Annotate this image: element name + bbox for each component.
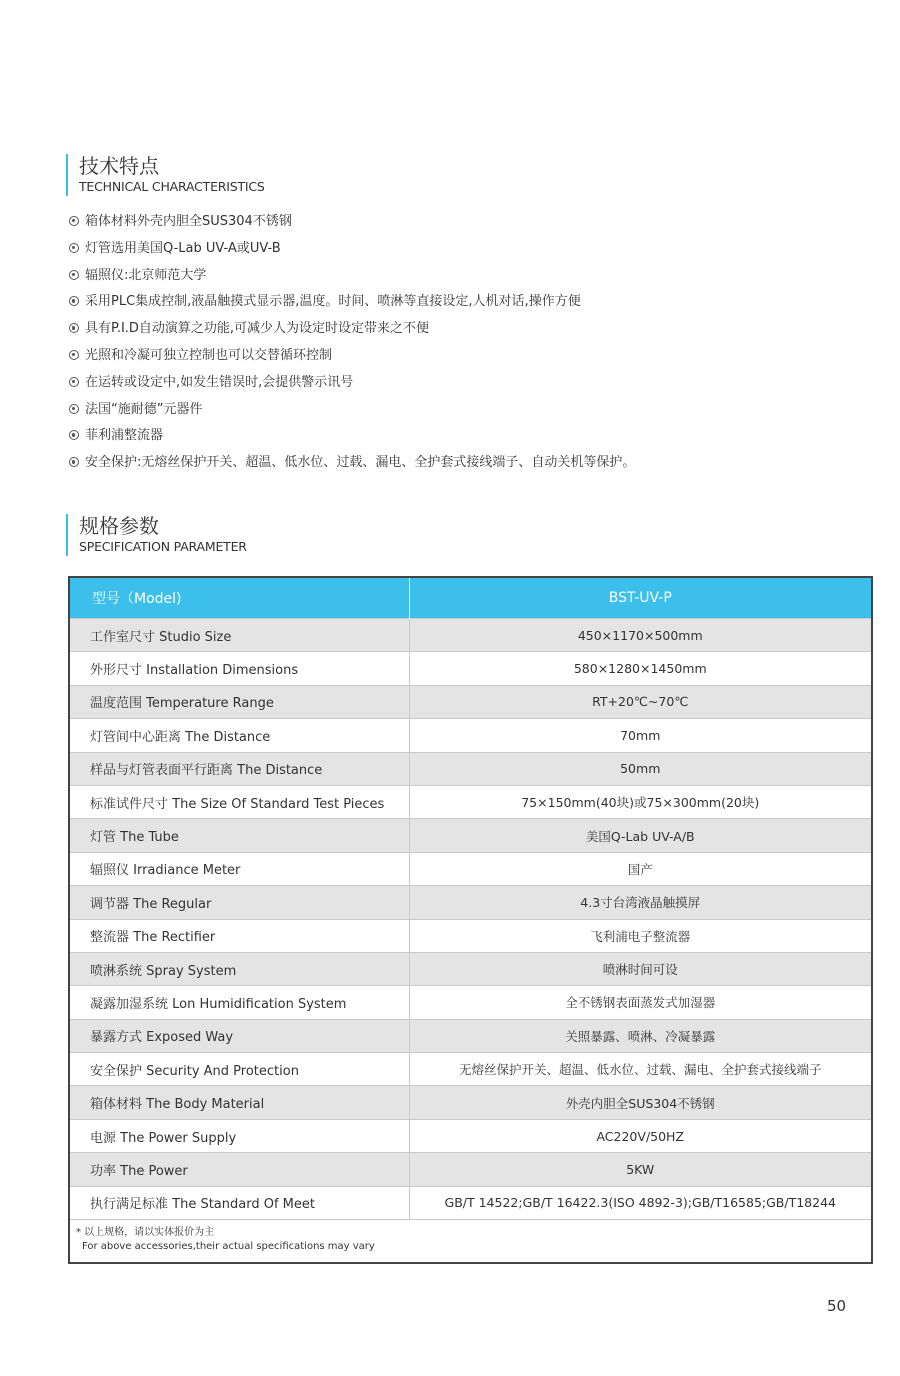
spec-row (70, 1186, 871, 1219)
footnote-zh: * 以上规格，请以实体报价为主 (76, 1227, 215, 1239)
feature-text: 灯管选用美国Q-Lab UV-A或UV-B (85, 240, 281, 256)
feature-item (69, 239, 635, 266)
spec-label: 执行满足标准 The Standard Of Meet (70, 1186, 409, 1219)
circle-bullet-icon (69, 270, 79, 280)
spec-label: 凝露加湿系统 Lon Humidification System (70, 986, 409, 1019)
spec-label: 灯管 The Tube (70, 819, 409, 852)
footnote-en: For above accessories,their actual specifications may vary (82, 1241, 375, 1253)
spec-row (70, 719, 871, 752)
spec-value: 美国Q-Lab UV-A/B (409, 819, 871, 852)
spec-label: 整流器 The Rectifier (70, 919, 409, 952)
circle-bullet-icon (69, 243, 79, 253)
feature-text: 菲利浦整流器 (85, 428, 164, 444)
spec-label: 标准试件尺寸 The Size Of Standard Test Pieces (70, 785, 409, 818)
circle-bullet-icon (69, 216, 79, 226)
spec-label: 样品与灯管表面平行距离 The Distance (70, 752, 409, 785)
spec-row (70, 819, 871, 852)
feature-item (69, 292, 635, 319)
spec-value: 5KW (409, 1153, 871, 1186)
spec-label: 喷淋系统 Spray System (70, 952, 409, 985)
circle-bullet-icon (69, 457, 79, 467)
spec-row (70, 1153, 871, 1186)
section-heading-technical (66, 154, 265, 196)
spec-row (70, 1053, 871, 1086)
spec-table (68, 576, 873, 1264)
spec-row (70, 685, 871, 718)
feature-list (69, 212, 635, 480)
spec-row (70, 886, 871, 919)
spec-value: GB/T 14522;GB/T 16422.3(ISO 4892-3);GB/T16585;GB/T18244 (409, 1186, 871, 1219)
feature-text: 在运转或设定中,如发生错误时,会提供警示讯号 (85, 374, 354, 390)
model-label: 型号（Model) (70, 578, 409, 619)
feature-item (69, 346, 635, 373)
model-value: BST-UV-P (409, 578, 871, 619)
page-number: 50 (827, 1297, 847, 1315)
section-heading-specification (66, 514, 247, 556)
feature-text: 采用PLC集成控制,液晶触摸式显示器,温度。时间、喷淋等直接设定,人机对话,操作方便 (85, 294, 581, 310)
circle-bullet-icon (69, 350, 79, 360)
feature-item (69, 266, 635, 293)
spec-row (70, 619, 871, 652)
spec-row (70, 986, 871, 1019)
feature-text: 光照和冷凝可独立控制也可以交替循环控制 (85, 347, 333, 363)
spec-value: 喷淋时间可设 (409, 952, 871, 985)
feature-item (69, 453, 635, 480)
spec-value: 全不锈钢表面蒸发式加湿器 (409, 986, 871, 1019)
spec-label: 电源 The Power Supply (70, 1119, 409, 1152)
feature-text: 箱体材料外壳内胆全SUS304不锈钢 (85, 214, 292, 229)
spec-label: 工作室尺寸 Studio Size (70, 619, 409, 652)
spec-row (70, 919, 871, 952)
spec-value: AC220V/50HZ (409, 1119, 871, 1152)
spec-value: 4.3寸台湾液晶触摸屏 (409, 886, 871, 919)
spec-label: 安全保护 Security And Protection (70, 1053, 409, 1086)
section-title-zh: 规格参数 (79, 514, 159, 538)
section-title-en: SPECIFICATION PARAMETER (79, 539, 247, 554)
spec-value: 50mm (409, 752, 871, 785)
circle-bullet-icon (69, 404, 79, 414)
spec-row (70, 1119, 871, 1152)
circle-bullet-icon (69, 296, 79, 306)
spec-value: 450×1170×500mm (409, 619, 871, 652)
spec-label: 温度范围 Temperature Range (70, 685, 409, 718)
feature-item (69, 212, 635, 239)
spec-label: 灯管间中心距离 The Distance (70, 719, 409, 752)
spec-row (70, 1086, 871, 1119)
spec-row (70, 785, 871, 818)
spec-value: 关照暴露、喷淋、冷凝暴露 (409, 1019, 871, 1052)
feature-item (69, 426, 635, 453)
spec-row (70, 952, 871, 985)
spec-label: 外形尺寸 Installation Dimensions (70, 652, 409, 685)
feature-text: 辐照仪:北京师范大学 (85, 267, 207, 283)
spec-label: 暴露方式 Exposed Way (70, 1019, 409, 1052)
spec-value: 580×1280×1450mm (409, 652, 871, 685)
spec-row (70, 652, 871, 685)
circle-bullet-icon (69, 377, 79, 387)
spec-label: 调节器 The Regular (70, 886, 409, 919)
spec-value: 无熔丝保护开关、超温、低水位、过载、漏电、全护套式接线端子 (409, 1053, 871, 1086)
circle-bullet-icon (69, 323, 79, 333)
section-title-en: TECHNICAL CHARACTERISTICS (79, 179, 265, 194)
feature-item (69, 373, 635, 400)
spec-value: RT+20℃~70℃ (409, 685, 871, 718)
feature-item (69, 400, 635, 427)
spec-value: 飞利浦电子整流器 (409, 919, 871, 952)
spec-value: 70mm (409, 719, 871, 752)
spec-label: 功率 The Power (70, 1153, 409, 1186)
spec-value: 国产 (409, 852, 871, 885)
feature-text: 具有P.I.D自动演算之功能,可减少人为设定时设定带来之不便 (85, 321, 430, 337)
spec-label: 箱体材料 The Body Material (70, 1086, 409, 1119)
spec-value: 外壳内胆全SUS304不锈钢 (409, 1086, 871, 1119)
spec-label: 辐照仪 Irradiance Meter (70, 852, 409, 885)
circle-bullet-icon (69, 430, 79, 440)
spec-value: 75×150mm(40块)或75×300mm(20块) (409, 785, 871, 818)
feature-text: 法国“施耐德”元器件 (85, 401, 203, 417)
spec-row (70, 752, 871, 785)
feature-item (69, 319, 635, 346)
table-footnote (70, 1219, 871, 1262)
feature-text: 安全保护:无熔丝保护开关、超温、低水位、过载、漏电、全护套式接线端子、自动关机等保护。 (85, 455, 636, 471)
spec-row (70, 1019, 871, 1052)
spec-row (70, 852, 871, 885)
section-title-zh: 技术特点 (79, 154, 159, 178)
spec-header-row (70, 578, 871, 619)
